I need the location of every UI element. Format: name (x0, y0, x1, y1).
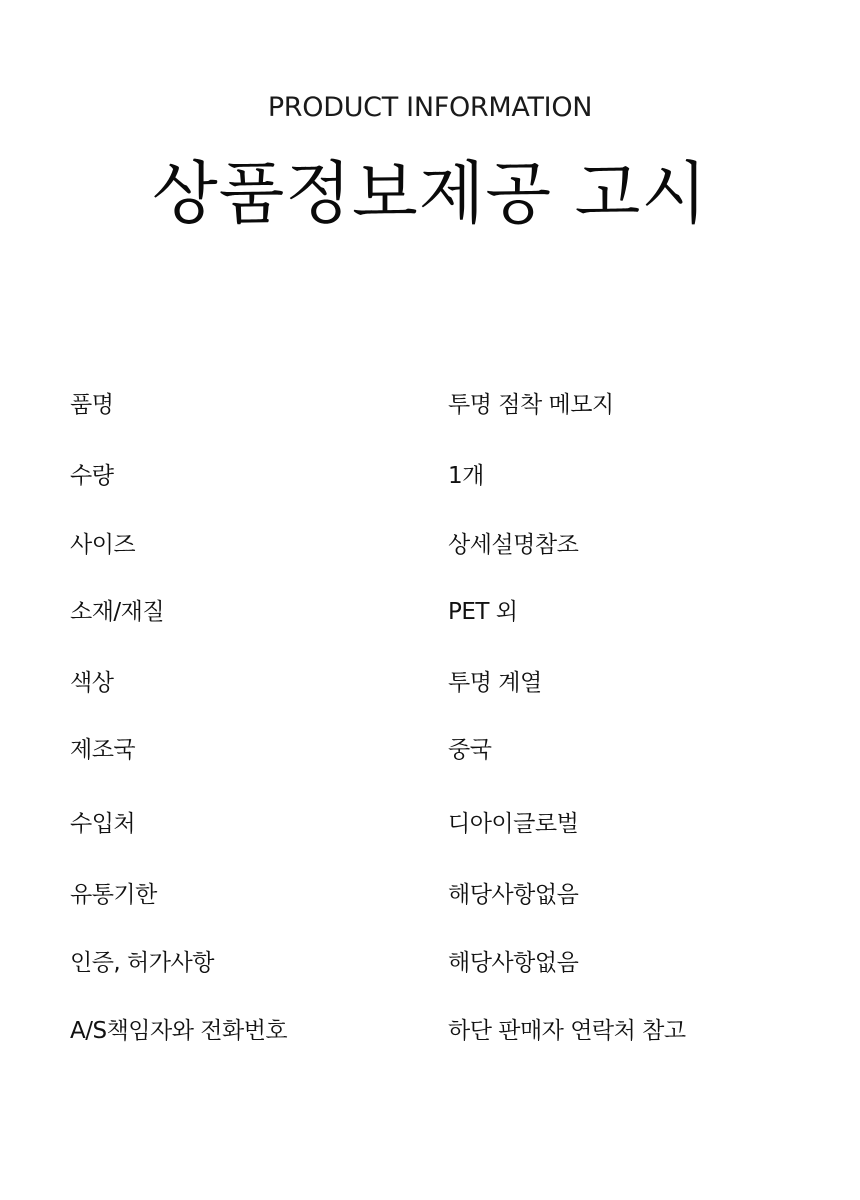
info-value: 하단 판매자 연락처 참고 (448, 1018, 686, 1044)
info-label: 소재/재질 (70, 599, 165, 625)
info-label: 제조국 (70, 737, 136, 763)
info-label: 유통기한 (70, 882, 157, 908)
info-value: 상세설명참조 (448, 532, 579, 558)
info-row-expiration (70, 870, 810, 920)
info-label: 수량 (70, 463, 114, 489)
info-row-product-name (70, 380, 810, 430)
info-value: 투명 점착 메모지 (448, 392, 614, 418)
page-subtitle: PRODUCT INFORMATION (267, 92, 593, 123)
info-row-as-contact (70, 1006, 810, 1056)
info-row-importer (70, 799, 810, 849)
info-row-color (70, 658, 810, 708)
info-label: 인증, 허가사항 (70, 950, 214, 976)
info-label: 색상 (70, 670, 114, 696)
info-row-certification (70, 938, 810, 988)
info-row-country (70, 725, 810, 775)
info-value: 중국 (448, 737, 492, 763)
info-row-material (70, 587, 810, 637)
info-value: 해당사항없음 (448, 950, 579, 976)
info-row-quantity (70, 451, 810, 501)
info-label: 품명 (70, 392, 114, 418)
info-value: 1개 (448, 463, 484, 489)
info-label: A/S책임자와 전화번호 (70, 1018, 288, 1044)
info-label: 수입처 (70, 811, 136, 837)
page-title: 상품정보제공 고시 (151, 155, 709, 234)
info-value: 해당사항없음 (448, 882, 579, 908)
info-value: 투명 계열 (448, 670, 542, 696)
info-value: 디아이글로벌 (448, 811, 579, 837)
info-value: PET 외 (448, 599, 518, 625)
info-label: 사이즈 (70, 532, 136, 558)
info-row-size (70, 520, 810, 570)
